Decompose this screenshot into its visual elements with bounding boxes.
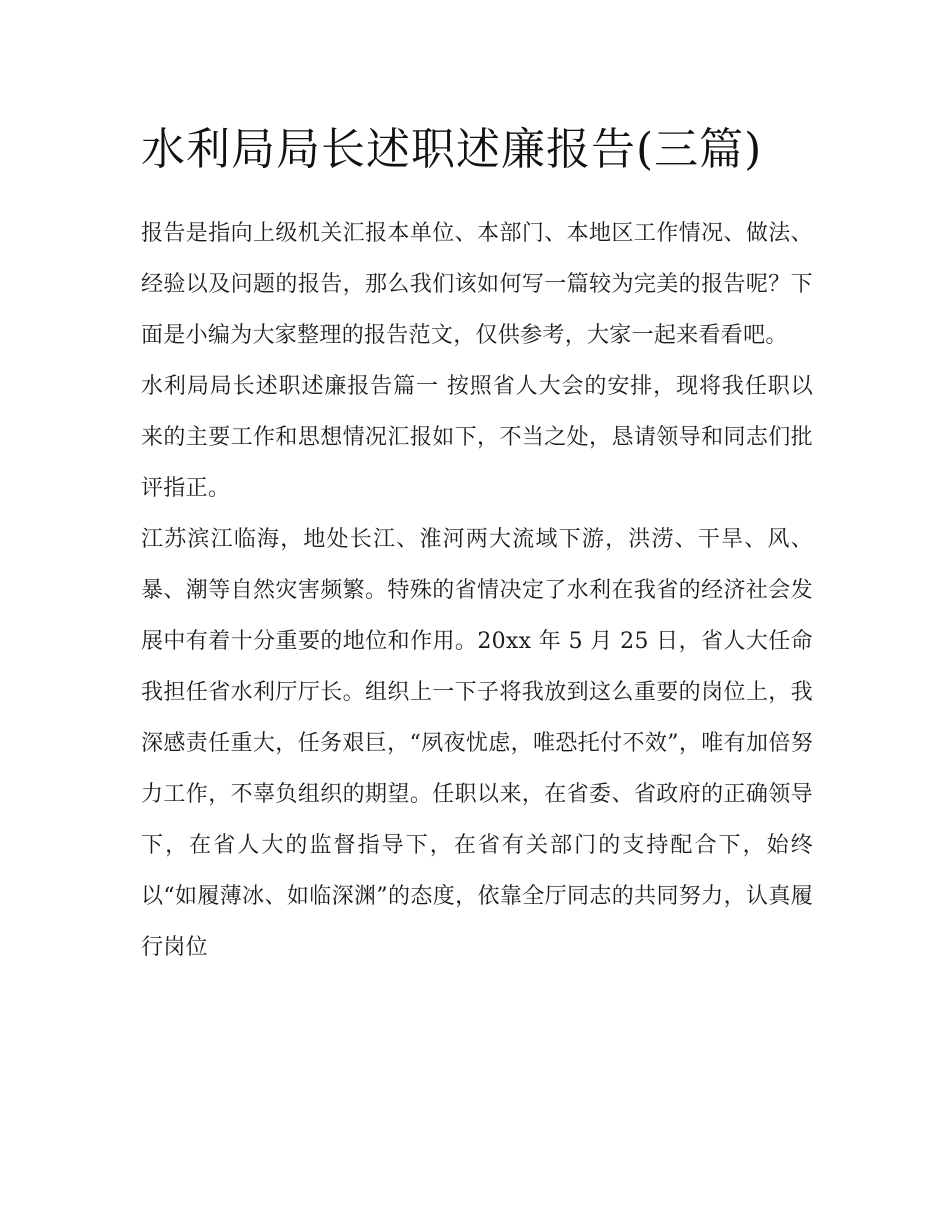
intro-paragraph: 报告是指向上级机关汇报本单位、本部门、本地区工作情况、做法、经验以及问题的报告，那么我们该如何写一篇较为完美的报告呢？下面是小编为大家整理的报告范文，仅供参考，大家一起来看看吧。 xyxy=(141,221,813,348)
report-opening-paragraph: 水利局局长述职述廉报告篇一 按照省人大会的安排，现将我任职以来的主要工作和思想情况汇报如下，不当之处，恳请领导和同志们批评指正。 xyxy=(141,374,813,501)
report-body-paragraph: 江苏滨江临海，地处长江、淮河两大流域下游，洪涝、干旱、风、暴、潮等自然灾害频繁。特殊的省情决定了水利在我省的经济社会发展中有着十分重要的地位和作用。20xx 年 5 月 25 日，省人大任命我担任省水利厅厅长。组织上一下子将我放到这么重要的岗位上，我深感责任重大，任务艰巨，“夙夜忧虑，唯恐托付不效”，唯有加倍努力工作，不辜负组织的期望。任职以来，在省委、省政府的正确领导下，在省人大的监督指导下，在省有关部门的支持配合下，始终以“如履薄冰、如临深渊”的态度，依靠全厅同志的共同努力，认真履行岗位 xyxy=(141,527,813,960)
document-body xyxy=(141,112,813,973)
document-title: 水利局局长述职述廉报告(三篇) xyxy=(141,124,763,175)
